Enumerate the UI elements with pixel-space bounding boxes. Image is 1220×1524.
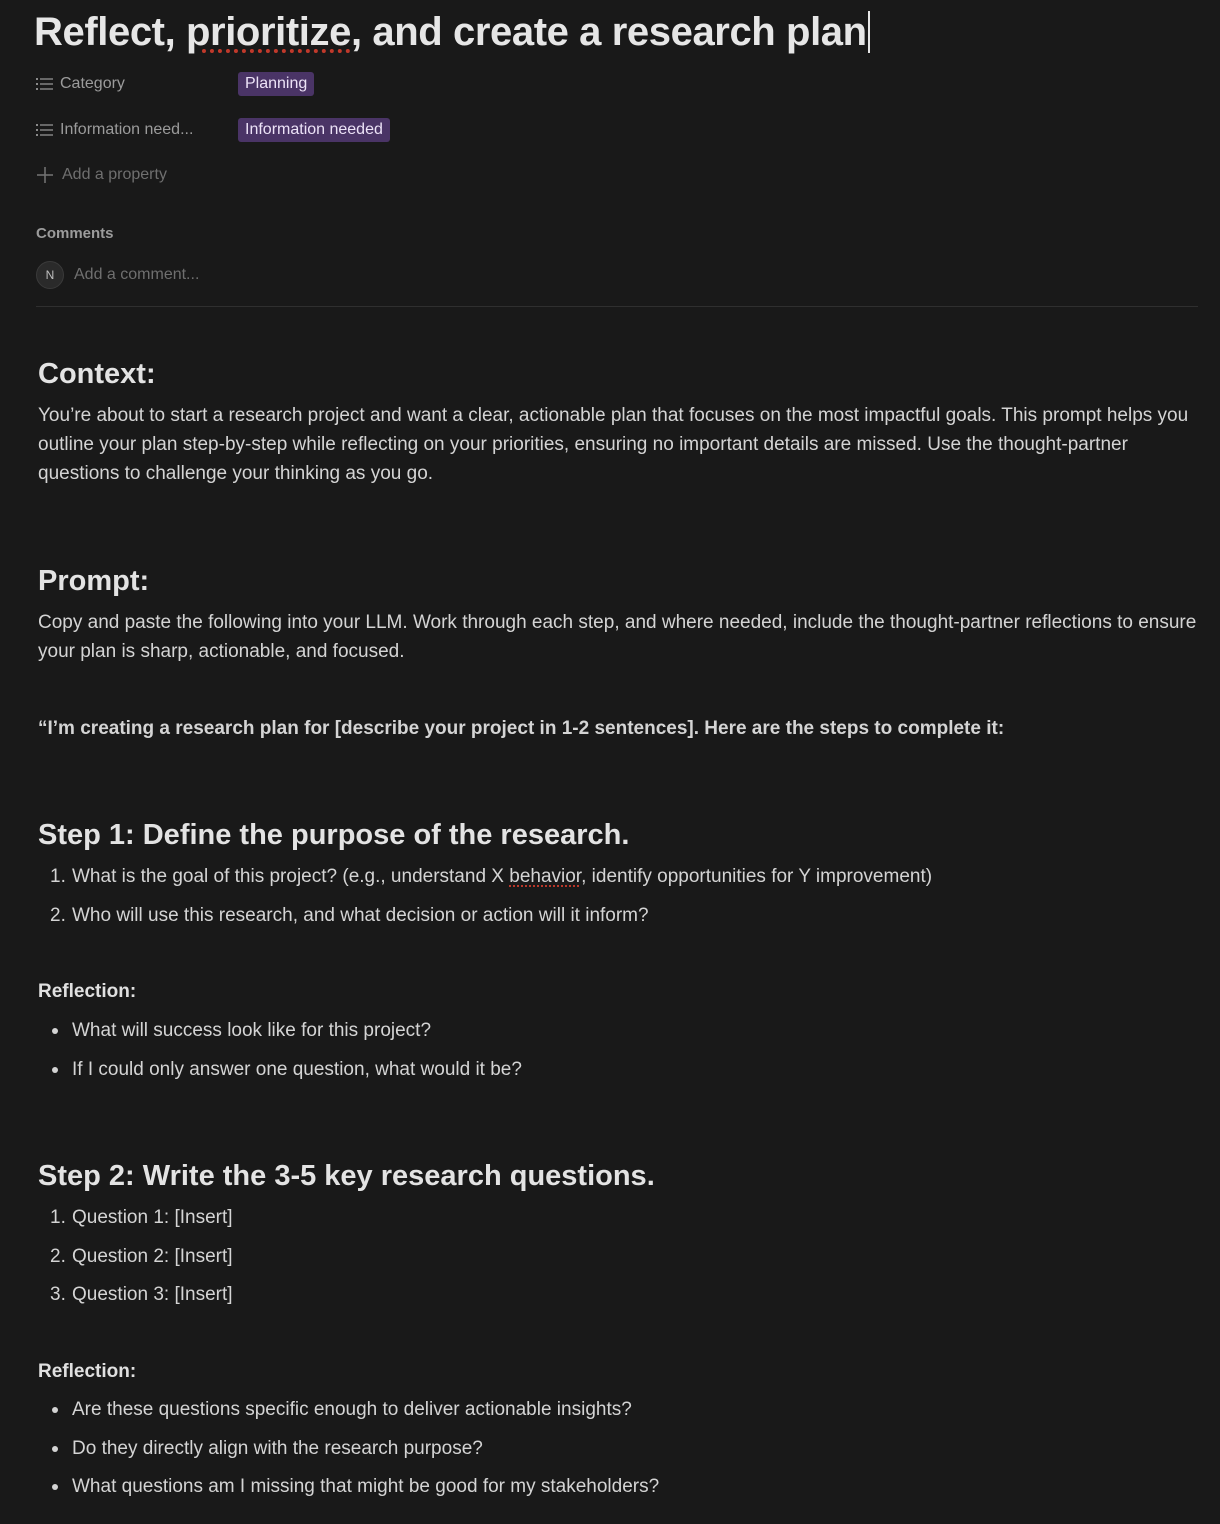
title-part-3: , and create a research plan xyxy=(350,10,867,54)
divider xyxy=(36,306,1198,307)
list-text-post: , identify opportunities for Y improvement) xyxy=(581,866,933,887)
bullet-text: What will success look like for this project? xyxy=(72,1020,432,1041)
property-name-information-need[interactable] xyxy=(36,121,238,139)
bullet-icon xyxy=(38,1012,72,1051)
list-item xyxy=(38,858,932,897)
property-name-category[interactable] xyxy=(36,75,238,93)
text-caret xyxy=(868,11,870,53)
plus-icon xyxy=(36,166,54,184)
context-heading: Context: xyxy=(38,358,156,390)
information-need-tag[interactable]: Information needed xyxy=(238,118,390,142)
property-label: Category xyxy=(60,75,125,92)
prompt-quote: “I’m creating a research plan for [describe your project in 1-2 sentences]. Here are the steps to complete it: xyxy=(38,718,1005,739)
bullet-item xyxy=(38,1391,659,1430)
bullet-icon xyxy=(38,1051,72,1090)
list-icon xyxy=(36,77,54,91)
step1-reflection-label: Reflection: xyxy=(38,981,137,1002)
bullet-item xyxy=(38,1051,522,1090)
property-label: Information need... xyxy=(60,121,194,138)
prompt-body: Copy and paste the following into your LLM. Work through each step, and where needed, include the thought-partner reflections to ensure your plan is sharp, actionable, and focused. xyxy=(38,612,1197,662)
list-text: Question 3: [Insert] xyxy=(72,1284,233,1305)
page-title[interactable] xyxy=(34,6,870,58)
step2-list xyxy=(38,1199,233,1315)
list-number: 2. xyxy=(50,1245,66,1267)
add-property-label: Add a property xyxy=(62,166,167,183)
add-property-button[interactable] xyxy=(36,162,167,188)
list-text: What is the goal of this project? (e.g., understand X xyxy=(72,866,510,887)
bullet-item xyxy=(38,1012,522,1051)
list-item xyxy=(38,1199,233,1238)
category-tag[interactable]: Planning xyxy=(238,72,314,96)
step2-heading: Step 2: Write the 3-5 key research questions. xyxy=(38,1160,655,1192)
comment-row xyxy=(36,260,374,290)
step2-reflection-label: Reflection: xyxy=(38,1361,137,1382)
title-part-2-misspelled: prioritize xyxy=(186,10,351,54)
misspelled-word: behavior xyxy=(509,866,582,887)
list-number: 1. xyxy=(50,866,66,887)
bullet-text: Are these questions specific enough to deliver actionable insights? xyxy=(72,1399,632,1420)
bullet-text: Do they directly align with the research purpose? xyxy=(72,1437,483,1459)
step1-reflection-list xyxy=(38,1012,522,1089)
list-item xyxy=(38,1276,233,1315)
property-row-information-need[interactable] xyxy=(36,115,390,145)
step1-list xyxy=(38,858,932,935)
bullet-item xyxy=(38,1468,659,1507)
list-text: Who will use this research, and what decision or action will it inform? xyxy=(72,904,649,926)
step1-heading: Step 1: Define the purpose of the research. xyxy=(38,819,630,851)
list-number: 2. xyxy=(50,904,66,926)
list-item xyxy=(38,1238,233,1277)
comment-input[interactable] xyxy=(74,266,374,284)
avatar: N xyxy=(36,261,64,289)
list-number: 1. xyxy=(50,1207,66,1228)
bullet-icon xyxy=(38,1430,72,1469)
list-item xyxy=(38,897,932,936)
list-text: Question 2: [Insert] xyxy=(72,1245,233,1267)
list-icon xyxy=(36,123,54,137)
step2-reflection-list xyxy=(38,1391,659,1507)
comments-label: Comments xyxy=(36,225,114,242)
bullet-text: What questions am I missing that might be good for my stakeholders? xyxy=(72,1476,660,1497)
bullet-text: If I could only answer one question, what would it be? xyxy=(72,1058,522,1080)
bullet-icon xyxy=(38,1391,72,1430)
list-number: 3. xyxy=(50,1284,66,1305)
prompt-heading: Prompt: xyxy=(38,565,150,597)
context-body: You’re about to start a research project and want a clear, actionable plan that focuses on the most impactful goals. This prompt helps you outline your plan step-by-step while reflecting on your priorities, ensuring no important details are missed. Use the thought-partner questions to challenge your thinking as you go. xyxy=(38,405,1189,484)
property-row-category[interactable] xyxy=(36,69,314,99)
bullet-icon xyxy=(38,1468,72,1507)
bullet-item xyxy=(38,1430,659,1469)
list-text: Question 1: [Insert] xyxy=(72,1207,233,1228)
title-part-1: Reflect, xyxy=(34,10,187,54)
